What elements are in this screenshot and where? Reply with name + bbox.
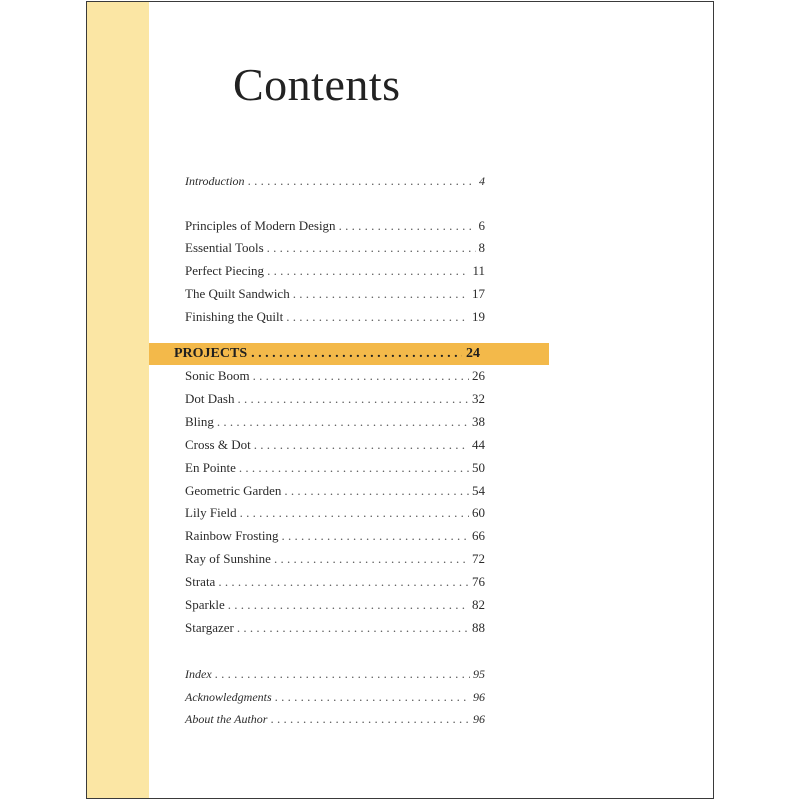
dot-leader [237,620,469,636]
toc-entry-lily-field[interactable] [185,505,485,525]
dot-leader [282,528,469,544]
dot-leader [239,460,469,476]
toc-entry-essential-tools[interactable] [185,240,485,260]
dot-leader [274,551,469,567]
toc-entry-page: 4 [479,174,485,188]
toc-entry-label: Principles of Modern Design [185,218,336,233]
toc-entry-bling[interactable] [185,414,485,434]
toc-entry-label: Dot Dash [185,391,235,406]
toc-entry-introduction[interactable] [185,173,485,193]
toc-entry-geometric-garden[interactable] [185,483,485,503]
toc-entry-en-pointe[interactable] [185,460,485,480]
toc-entry-dot-dash[interactable] [185,391,485,411]
toc-entry-label: Geometric Garden [185,483,282,498]
dot-leader [228,597,469,613]
toc-entry-label: Cross & Dot [185,437,251,452]
toc-entry-label: Introduction [185,174,245,188]
toc-entry-page: 76 [472,574,485,589]
toc-entry-label: Perfect Piecing [185,263,265,278]
toc-entry-index[interactable] [185,666,485,686]
toc-entry-page: 26 [472,368,485,383]
toc-entry-page: 32 [472,391,485,406]
toc-entry-quilt-sandwich[interactable] [185,286,485,306]
toc-entry-finishing[interactable] [185,309,485,329]
dot-leader [270,711,470,727]
toc-entry-label: Ray of Sunshine [185,551,271,566]
toc-entry-sonic-boom[interactable] [185,368,485,388]
toc-entry-page: 50 [472,460,485,475]
toc-entry-ray-of-sunshine[interactable] [185,551,485,571]
dot-leader [339,218,476,234]
toc-entry-strata[interactable] [185,574,485,594]
toc-entry-cross-dot[interactable] [185,437,485,457]
toc-entry-page: 88 [472,620,485,635]
toc-entry-rainbow-frosting[interactable] [185,528,485,548]
dot-leader [267,263,469,279]
section-label: PROJECTS [174,346,248,361]
dot-leader [253,368,469,384]
toc-entry-label: Index [185,667,212,681]
toc-entry-page: 19 [472,309,485,324]
toc-entry-label: About the Author [185,712,268,726]
dot-leader [240,505,469,521]
toc-entry-label: Acknowledgments [185,690,272,704]
dot-leader [217,414,469,430]
toc-entry-page: 96 [473,690,485,704]
side-stripe [87,2,149,798]
dot-leader [284,483,469,499]
toc-entry-page: 44 [472,437,485,452]
toc-entry-stargazer[interactable] [185,620,485,640]
dot-leader [275,689,470,705]
page-title: Contents [233,59,401,110]
toc-entry-label: Rainbow Frosting [185,528,279,543]
toc-entry-label: En Pointe [185,460,236,475]
toc-entry-page: 17 [472,286,485,301]
toc-entry-acknowledgments[interactable] [185,689,485,709]
toc-entry-label: Sonic Boom [185,368,250,383]
toc-entry-about-author[interactable] [185,711,485,731]
dot-leader [248,173,476,189]
toc-entry-page: 8 [478,240,485,255]
toc-entry-page: 96 [473,712,485,726]
toc-entry-perfect-piecing[interactable] [185,263,485,283]
toc-entry-label: Lily Field [185,505,237,520]
toc-entry-label: The Quilt Sandwich [185,286,290,301]
toc-entry-page: 82 [472,597,485,612]
toc-entry-page: 72 [472,551,485,566]
dot-leader [267,240,476,256]
contents-page [86,1,714,799]
toc-entry-page: 11 [472,263,485,278]
toc-entry-label: Bling [185,414,214,429]
toc-entry-page: 38 [472,414,485,429]
section-page: 24 [466,346,480,361]
dot-leader [215,666,470,682]
toc-entry-label: Essential Tools [185,240,264,255]
dot-leader [251,346,462,362]
dot-leader [293,286,469,302]
toc-entry-label: Finishing the Quilt [185,309,284,324]
toc-entry-label: Sparkle [185,597,225,612]
toc-entry-label: Stargazer [185,620,234,635]
toc-entry-label: Strata [185,574,216,589]
dot-leader [237,391,469,407]
toc-section-projects[interactable] [174,344,480,364]
toc-entry-principles[interactable] [185,218,485,238]
dot-leader [286,309,469,325]
toc-entry-sparkle[interactable] [185,597,485,617]
toc-entry-page: 54 [472,483,485,498]
toc-entry-page: 6 [478,218,485,233]
toc-entry-page: 60 [472,505,485,520]
toc-entry-page: 95 [473,667,485,681]
toc-entry-page: 66 [472,528,485,543]
dot-leader [254,437,469,453]
dot-leader [218,574,469,590]
